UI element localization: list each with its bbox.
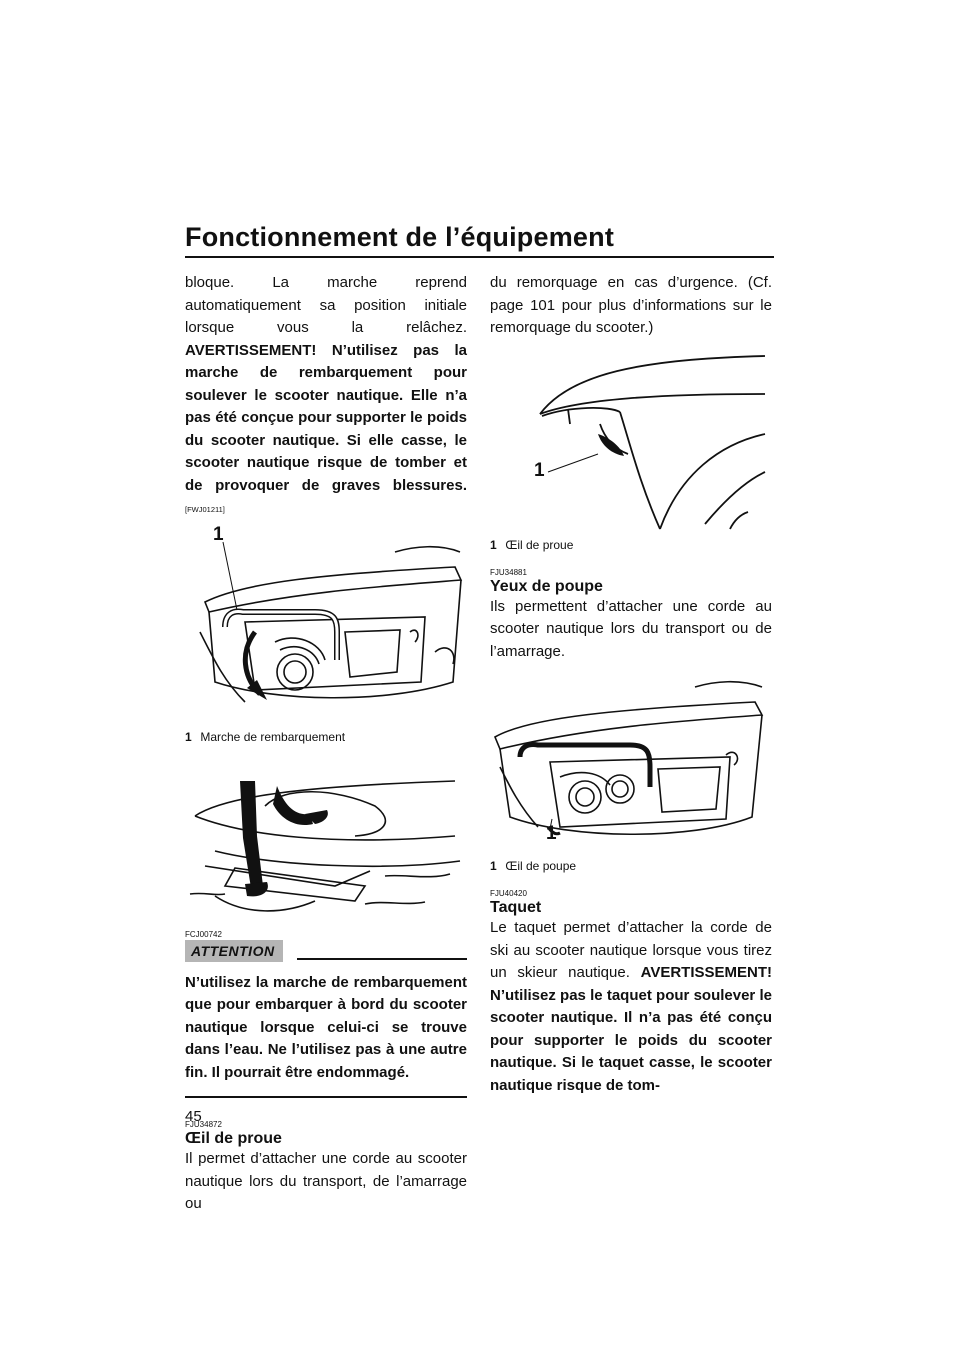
bow-eye-text: Il permet d’attacher une corde au scooter nautique lors du transport, de l’amarrage ou (185, 1150, 467, 1212)
boarding-person-figure (185, 776, 467, 916)
stern-eye-illustration (490, 677, 772, 847)
fig-bow-label: 1 (534, 459, 545, 481)
page-number: 45 (185, 1108, 202, 1125)
intro-paragraph (185, 272, 467, 522)
attention-text: N’utilisez la marche de rembarquement que pour embarquer à bord du scooter nautique lorsque celui-ci se trouve dans l’eau. Ne l’utilisez pas à une autre fin. Il pourrait être endommagé. (185, 973, 467, 1081)
fig-stern-caption-text: Œil de poupe (505, 859, 577, 873)
stern-eye-figure (490, 677, 772, 847)
attention-box (185, 930, 467, 1099)
fig1-label: 1 (213, 523, 224, 545)
bow-eye-heading: Œil de proue (185, 1130, 282, 1147)
fig1-caption-num: 1 (185, 729, 192, 744)
fig1-caption (185, 730, 467, 744)
fig-bow-caption (490, 538, 772, 552)
page-title: Fonctionnement de l’équipement (185, 222, 615, 252)
cleat-heading: Taquet (490, 899, 542, 916)
warning-code: [FWJ01211] (185, 505, 225, 514)
left-column (185, 272, 467, 1216)
bow-eye-illustration (490, 354, 772, 532)
stern-eyes-text: Ils permettent d’attacher une corde au scooter nautique lors du transport ou de l’amarrage. (490, 597, 772, 660)
stern-eyes-code: FJU34881 (490, 567, 527, 577)
boarding-step-figure (185, 523, 467, 724)
fig-stern-label: 1 (546, 823, 557, 844)
cleat-warning: AVERTISSEMENT! N’utilisez pas le taquet pour soulever le scooter nautique. Il n’a pas été conçu pour supporter le poids du scooter nautique. Si le taquet casse, le scooter nautique risque de tom- (490, 964, 772, 1094)
fig-stern-caption (490, 859, 772, 873)
stern-eyes-section (490, 568, 772, 664)
cleat-paragraph (490, 917, 772, 1097)
header-rule (185, 256, 774, 258)
cleat-section (490, 889, 772, 1097)
intro-text: bloque. La marche reprend automatiquement sa position initiale lorsque vous la relâchez. (185, 274, 467, 336)
right-column (490, 272, 772, 1097)
attention-code: FCJ00742 (185, 929, 222, 939)
cleat-text: Le taquet permet d’attacher la corde de ski au scooter nautique lorsque vous tirez un skieur nautique. (490, 919, 772, 981)
bow-eye-section (185, 1120, 467, 1216)
stern-eyes-heading: Yeux de poupe (490, 577, 603, 595)
fig-stern-caption-num: 1 (490, 859, 497, 873)
fig-bow-caption-num: 1 (490, 537, 497, 552)
fig-bow-caption-text: Œil de proue (505, 537, 574, 552)
warning-text: AVERTISSEMENT! N’utilisez pas la marche de rembarquement pour soulever le scooter nautique. Elle n’a pas été conçue pour supporter le poids du scooter nautique. Si elle casse, le scooter nautique risque de tomber et de provoquer de graves blessures. (185, 341, 467, 494)
cleat-code: FJU40420 (490, 889, 527, 898)
attention-badge: ATTENTION (185, 940, 283, 962)
boarding-step-illustration (185, 532, 467, 724)
attention-top-rule (297, 958, 467, 960)
continued-text: du remorquage en cas d’urgence. (Cf. page 101 pour plus d’informations sur le remorquage du scooter.) (490, 274, 772, 336)
attention-bottom-rule (185, 1096, 467, 1098)
bow-eye-code: FJU34872 (185, 1120, 222, 1129)
boarding-person-illustration (185, 776, 467, 916)
fig1-caption-text: Marche de rembarquement (200, 729, 346, 744)
bow-eye-figure (490, 354, 772, 532)
